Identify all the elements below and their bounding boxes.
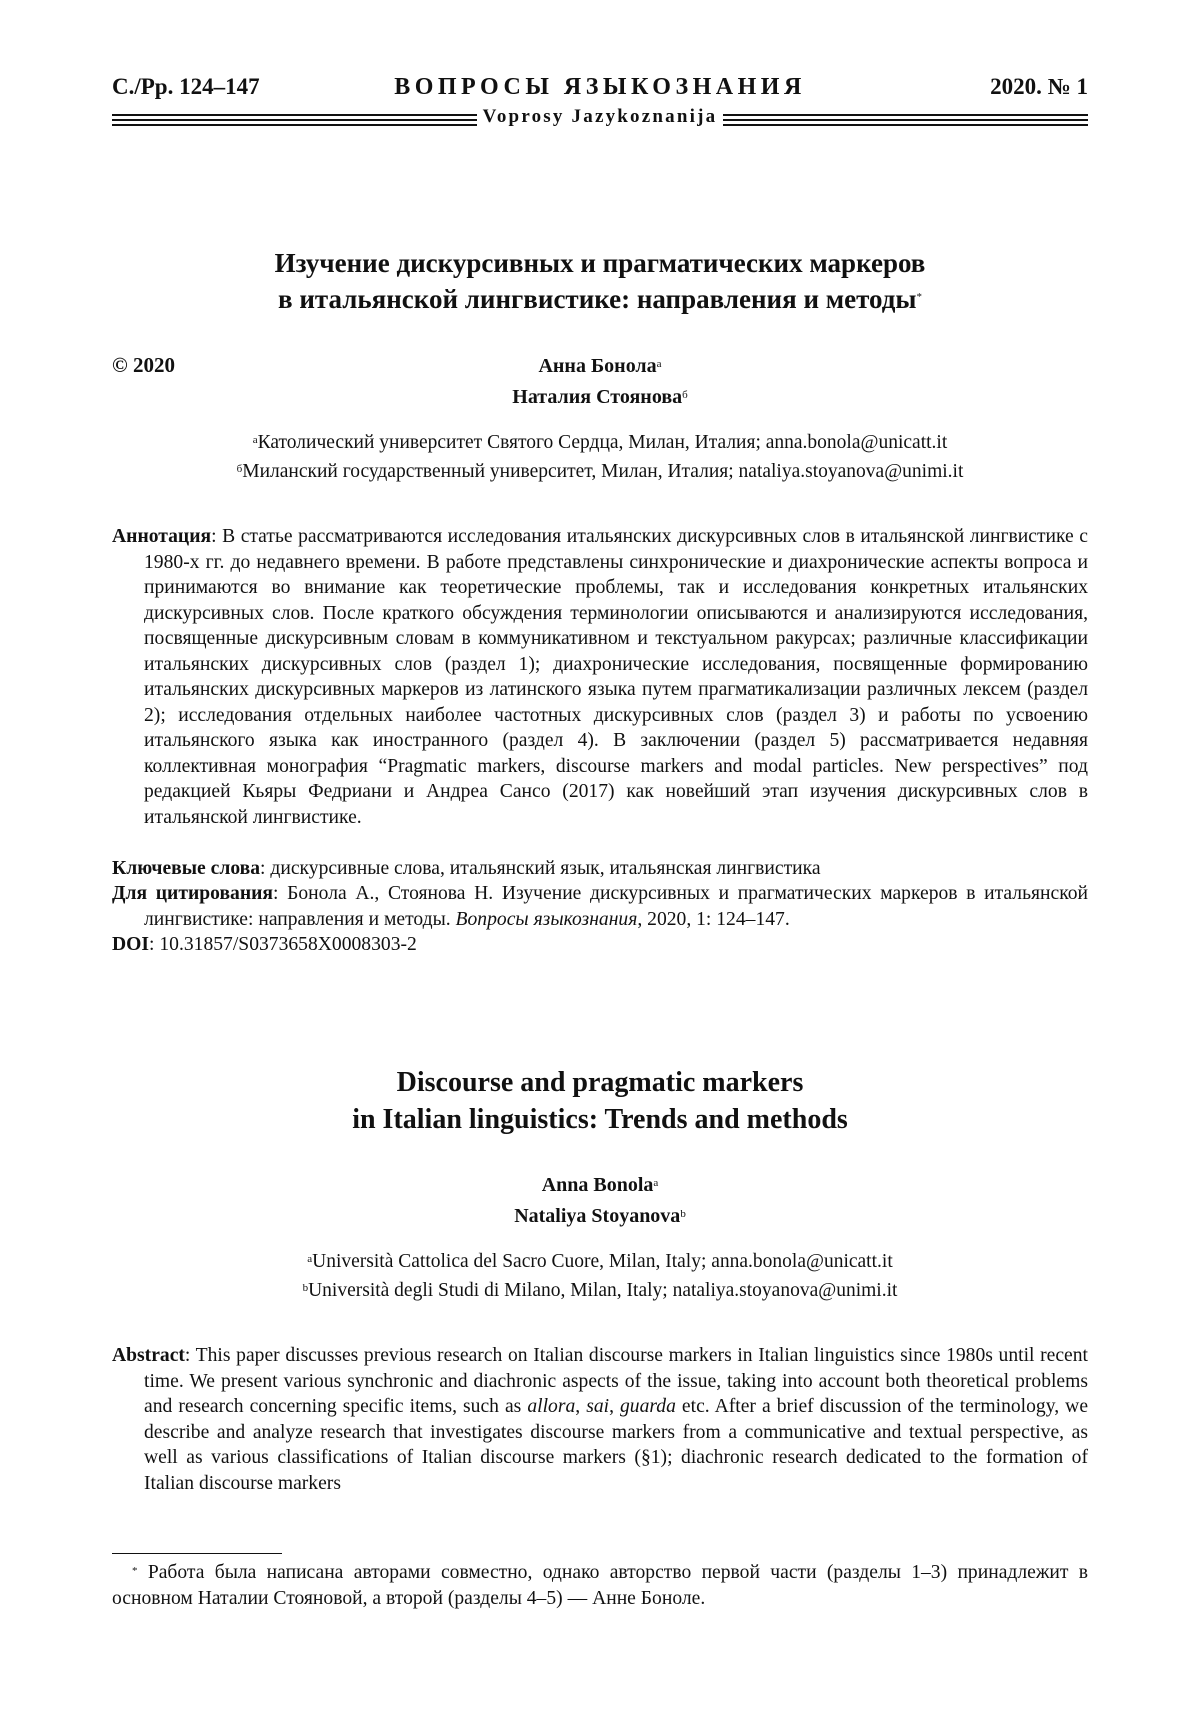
ru-author-2: Наталия Стоянова$^б$ (512, 386, 688, 408)
ru-title-line2: в итальянской лингвистике: направления и методы (277, 284, 917, 314)
en-author-2: Nataliya Stoyanova$^b$ (514, 1205, 686, 1227)
page-range: С./Pp. 124–147 (112, 74, 260, 99)
ru-authors (0, 351, 1200, 413)
journal-latin-wrap (0, 106, 1200, 128)
footnote (112, 1560, 1088, 1612)
ru-author-1: Анна Бонола$^а$ (538, 355, 662, 377)
ru-citation: Для цитирования: Бонола А., Стоянова Н. Изучение дискурсивных и прагматических маркеров в итальянской лингвистике: направления и методы. Вопросы языкознания, 2020, 1: 124–147. (112, 883, 1089, 930)
ru-abstract-text: : В статье рассматриваются исследования итальянских дискурсивных слов в итальянской лингвистике с 1980-х гг. до недавнего времени. В работе представлены синхронические и диахронические аспекты вопроса и принимаются во внимание как теоретические проблемы, так и исследования конкретных итальянских дискурсивных слов. После краткого обсуждения терминологии описываются и анализируются исследования, посвященные дискурсивным словам в коммуникативном и текстуальном ракурсах; различные классификации итальянских дискурсивных слов (раздел 1); диахронические исследования, посвященные формированию итальянских дискурсивных маркеров из латинского языка путем прагматикализации различных лексем (раздел 2); исследования отдельных наиболее частотных дискурсивных слов (раздел 3) и работы по усвоению итальянского языка как иностранного (раздел 4). В заключении (раздел 5) рассматривается недавняя коллективная монография “Pragmatic markers, discourse markers and modal particles. New perspectives” под редакцией Кьяры Федриани и Андреа Сансо (2017) как новейший этап изучения дискурсивных слов в итальянской лингвистике. (144, 526, 1088, 828)
ru-abstract (112, 524, 1088, 830)
ru-title (0, 245, 1200, 317)
ru-affiliations (0, 428, 1200, 486)
en-title: Discourse and pragmatic markers in Italian linguistics: Trends and methods (352, 1067, 848, 1135)
ru-abstract-label: Аннотация (112, 526, 212, 547)
footnote-mark: * (132, 1565, 138, 1577)
en-affiliations (0, 1247, 1200, 1305)
ru-affiliation-1: $^а$Католический университет Святого Сердца, Милан, Италия; anna.bonola@unicatt.it (252, 432, 948, 453)
journal-name: ВОПРОСЫ ЯЗЫКОЗНАНИЯ (394, 74, 806, 100)
citation-journal: Вопросы языкознания (455, 908, 638, 930)
en-abstract: Abstract: This paper discusses previous research on Italian discourse markers in Italian linguistics since 1980s until recent time. We present various synchronic and diachronic aspects of the issue, taking into account both theoretical problems and research concerning specific items, such as allora, sai, guarda etc. After a brief discussion of the terminology, we describe and analyze research that investigates discourse markers from a communicative and textual perspective, as well as various classifications of Italian discourse markers (§1); diachronic research dedicated to the formation of Italian discourse markers (112, 1345, 1089, 1494)
en-abstract-label: Abstract (112, 1345, 185, 1366)
ru-title-line1: Изучение дискурсивных и прагматических маркеров (274, 248, 926, 278)
footnote-text: Работа была написана авторами совместно, однако авторство первой части (разделы 1–3) принадлежит в основном Наталии Стояновой, а второй (разделы 4–5) — Анне Боноле. (112, 1562, 1088, 1609)
ru-title-footnote-mark: * (916, 291, 923, 303)
en-author-1: Anna Bonola$^a$ (541, 1174, 659, 1196)
issue-number: 2020. № 1 (990, 74, 1088, 99)
doi: DOI: 10.31857/S0373658X0008303-2 (112, 934, 417, 955)
en-affiliation-2: $^b$Università degli Studi di Milano, Milan, Italy; nataliya.stoyanova@unimi.it (302, 1280, 898, 1301)
en-affiliation-1: $^a$Università Cattolica del Sacro Cuore, Milan, Italy; anna.bonola@unicatt.it (307, 1251, 893, 1272)
ru-title-line2-wrap (0, 281, 1200, 317)
copyright: © 2020 (112, 353, 175, 377)
footnote-rule (112, 1553, 282, 1554)
ru-affiliation-2: $^б$Миланский государственный университет, Милан, Италия; nataliya.stoyanova@unimi.it (236, 461, 964, 482)
journal-name-latin: Voprosy Jazykoznanija (477, 106, 724, 128)
en-authors (0, 1170, 1200, 1232)
ru-keywords: Ключевые слова: дискурсивные слова, итальянский язык, итальянская лингвистика (112, 858, 821, 879)
